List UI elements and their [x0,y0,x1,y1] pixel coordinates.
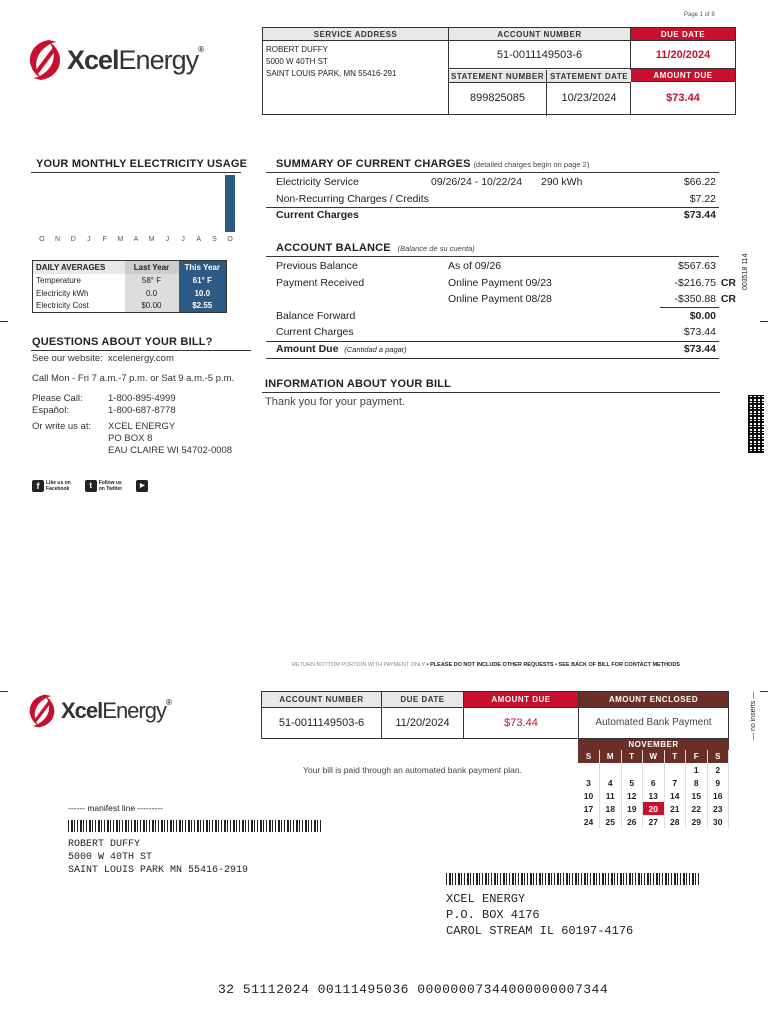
calendar-day: 2 [707,763,729,776]
this-year-header: This Year [179,261,227,274]
website-label: See our website: [32,353,103,364]
autopay-note: Your bill is paid through an automated bank payment plan. [303,765,522,775]
calendar-day: 28 [664,815,686,828]
amount-enclosed: Automated Bank Payment [595,717,712,728]
calendar-week [578,763,729,776]
balance-row [276,324,736,341]
questions-title: QUESTIONS ABOUT YOUR BILL? [32,336,213,348]
calendar-day: 26 [621,815,643,828]
month-label: J [165,236,170,243]
month-label: S [212,236,217,243]
xcel-logo-stub [27,693,171,729]
balance-cell-cr: CR [720,276,736,289]
remit-address: XCEL ENERGY P.O. BOX 4176 CAROL STREAM IL 60197-4176 [446,892,634,938]
statement-date-label: STATEMENT DATE [547,70,631,83]
balance-cell-detail: Online Payment 08/28 [448,293,552,306]
month-label: N [55,236,61,243]
calendar-day [600,763,622,776]
table-row-label: Electricity Cost [36,301,89,311]
amount-due-label: AMOUNT DUE [631,69,735,82]
table-cell: 58° F [125,274,179,287]
account-number-label: ACCOUNT NUMBER [449,28,630,41]
youtube-link[interactable] [136,480,148,492]
summary-row [276,191,716,208]
balance-cell-label: Payment Received [276,276,365,289]
social-links [32,480,148,492]
espanol-phone[interactable]: 1-800-687-8778 [108,405,176,416]
balance-cell-amount: -$350.88 [674,293,716,306]
calendar-day: 15 [686,789,708,802]
amount-due-label: Amount Due [276,343,339,355]
calendar-day: 4 [600,776,622,789]
usage-months [31,236,241,246]
weekday-label: M [600,750,622,763]
balance-cell-amount: $567.63 [678,260,716,273]
summary-row [276,174,716,191]
stub-amount-due-label: AMOUNT DUE [464,692,578,708]
balance-row [276,275,736,292]
balance-forward-rule [660,307,719,308]
balance-subtitle: (Balance de su cuenta) [397,244,475,253]
customer-barcode [68,820,321,832]
calendar-day: 12 [621,789,643,802]
balance-row [276,258,736,275]
calendar-day [621,763,643,776]
month-label: A [196,236,202,243]
youtube-icon: ▶ [136,480,148,492]
balance-cell-amount: -$216.75 [674,276,716,289]
calendar-day: 20 [643,802,665,815]
calendar-day: 23 [707,802,729,815]
weekday-label: S [707,750,729,763]
remit-barcode [446,873,700,885]
summary-row [276,207,716,224]
weekday-label: S [578,750,600,763]
calendar-week [578,789,729,802]
no-inserts: — no inserts — [750,691,757,740]
table-cell: 61° F [179,274,227,287]
balance-cell-detail [448,308,608,325]
balance-cell-detail [448,324,608,341]
calendar-day [643,763,665,776]
scan-line: 32 51112024 00111495036 00000007344000000007344 [218,982,609,997]
calendar-day: 27 [643,815,665,828]
calendar-day: 5 [621,776,643,789]
summary-cell-period [431,207,541,224]
stub-due-date: 11/20/2024 [395,717,450,729]
summary-heading [276,158,589,170]
account-number: 51-0011149503-6 [449,41,630,69]
twitter-icon: t [85,480,97,492]
calendar [578,739,729,828]
calendar-day: 16 [707,789,729,802]
statement-number-label: STATEMENT NUMBER [450,72,545,81]
usage-bar [225,175,235,232]
calendar-day: 14 [664,789,686,802]
month-label: O [39,236,45,243]
facebook-icon: f [32,480,44,492]
balance-row [276,308,736,325]
calendar-day: 22 [686,802,708,815]
table-cell: 10.0 [179,287,227,300]
account-header-box [262,27,736,115]
month-label: D [70,236,76,243]
weekday-label: W [643,750,665,763]
calendar-day: 17 [578,802,600,815]
calendar-day: 10 [578,789,600,802]
return-note: RETURN BOTTOM PORTION WITH PAYMENT ONLY • PLEASE DO NOT INCLUDE OTHER REQUESTS • SEE BACK OF BILL FOR CONTACT METHODS [292,662,680,668]
calendar-week [578,776,729,789]
balance-title: ACCOUNT BALANCE [276,242,391,254]
balance-rule [266,256,719,257]
table-cell: 0.0 [125,287,179,300]
statement-date: 10/23/2024 [561,92,617,104]
month-label: M [117,236,124,243]
summary-cell-usage [541,207,601,224]
balance-cell-cr [716,324,736,341]
fold-mark [760,691,768,692]
questions-block [32,353,234,457]
phone-number[interactable]: 1-800-895-4999 [108,393,176,404]
balance-heading [276,242,475,254]
summary-cell-period [431,191,541,208]
customer-address: ROBERT DUFFY 5000 W 40TH ST SAINT LOUIS PARK MN 55416-2919 [68,839,249,876]
amount-due: $73.44 [666,92,700,104]
please-call-label: Please Call: [32,393,83,404]
calendar-day: 24 [578,815,600,828]
fold-mark [760,321,768,322]
summary-cell-amount: $66.22 [683,176,716,189]
daily-avg-header: DAILY AVERAGES [33,261,125,274]
twitter-link[interactable]: t Follow us on Twitter [85,480,123,492]
amount-due-bottom-rule [266,358,719,359]
stub-due-label: DUE DATE [382,692,463,708]
calendar-day [664,763,686,776]
summary-cell-period: 09/26/24 - 10/22/24 [431,176,523,189]
balance-cell-label [276,291,448,308]
stub-account-number: 51-0011149503-6 [278,717,365,729]
balance-cell-cr: CR [720,293,736,306]
calendar-day: 9 [707,776,729,789]
calendar-day: 11 [600,789,622,802]
month-label: M [148,236,155,243]
calendar-day: 19 [621,802,643,815]
side-code: 003518 114 [742,253,749,290]
table-row-label: Temperature [36,275,81,285]
mailing-address: XCEL ENERGY PO BOX 8 EAU CLAIRE WI 54702-0008 [108,421,233,456]
summary-cell-amount: $73.44 [683,209,716,222]
month-label: J [181,236,185,243]
calendar-weekdays [578,750,729,763]
usage-title: YOUR MONTHLY ELECTRICITY USAGE [36,158,248,170]
amount-enclosed-label: AMOUNT ENCLOSED [579,692,728,708]
xcel-wordmark: XcelEnergy® [67,44,204,75]
calendar-day: 18 [600,802,622,815]
info-text: Thank you for your payment. [265,396,406,408]
qr-code [748,395,764,453]
summary-title: SUMMARY OF CURRENT CHARGES [276,158,471,170]
calendar-day: 29 [686,815,708,828]
fold-mark [0,321,8,322]
balance-row [276,291,736,308]
calendar-day: 21 [664,802,686,815]
espanol-label: Español: [32,405,69,416]
xcel-wordmark: XcelEnergy® [61,698,171,723]
amount-due-row [276,343,716,355]
calendar-day: 1 [686,763,708,776]
daily-averages-table [32,260,227,313]
summary-cell-label: Non-Recurring Charges / Credits [276,192,429,205]
calendar-day: 6 [643,776,665,789]
calendar-month: NOVEMBER [578,739,729,750]
calendar-day: 13 [643,789,665,802]
calendar-day: 25 [600,815,622,828]
month-label: A [133,236,139,243]
weekday-label: F [686,750,708,763]
summary-cell-usage [541,191,601,208]
xcel-swirl-icon [27,693,57,729]
call-hours: Call Mon - Fri 7 a.m.-7 p.m. or Sat 9 a.m.-5 p.m. [32,373,235,384]
summary-cell-label: Current Charges [276,209,359,222]
stub-account-label: ACCOUNT NUMBER [262,692,381,708]
usage-chart [31,174,241,232]
stub-amount-due: $73.44 [504,717,538,729]
xcel-swirl-icon [27,38,63,82]
summary-cell-usage: 290 kWh [541,176,583,189]
info-title: INFORMATION ABOUT YOUR BILL [265,378,452,390]
stub-box [261,691,729,739]
balance-cell-detail: As of 09/26 [448,260,502,273]
write-label: Or write us at: [32,421,92,432]
amount-due-value: $73.44 [683,343,716,355]
fold-mark [0,691,8,692]
summary-rule [266,172,719,173]
usage-rule [31,172,241,173]
month-label: J [87,236,91,243]
balance-cell-label: Balance Forward [276,309,356,322]
calendar-day: 30 [707,815,729,828]
month-label: F [102,236,107,243]
info-rule [262,392,720,393]
statement-number: 899825085 [469,92,526,104]
xcel-logo [27,38,203,82]
summary-note: (detailed charges begin on page 2) [473,160,590,169]
table-cell: $0.00 [125,300,179,313]
calendar-grid [578,750,729,828]
due-date: 11/20/2024 [631,41,735,69]
amount-due-subtitle: (Cantidad a pagar) [344,345,407,354]
balance-cell-label: Current Charges [276,326,354,339]
weekday-label: T [621,750,643,763]
summary-cell-amount: $7.22 [689,192,716,205]
service-address: ROBERT DUFFY 5000 W 40TH ST SAINT LOUIS PARK, MN 55416-291 [266,45,397,78]
summary-total-rule [266,207,719,208]
calendar-day [578,763,600,776]
manifest-line: ------ manifest line --------- [68,803,163,813]
calendar-week [578,815,729,828]
calendar-day: 3 [578,776,600,789]
balance-cell-detail: Online Payment 09/23 [448,276,552,289]
summary-table [276,174,716,224]
website-link[interactable]: xcelenergy.com [108,353,174,364]
due-date-label: DUE DATE [631,28,735,41]
page-number: Page 1 of 8 [684,12,715,18]
service-address-label: SERVICE ADDRESS [263,28,448,41]
calendar-week [578,802,729,815]
table-cell: $2.55 [179,300,227,313]
balance-cell-label: Previous Balance [276,260,358,273]
calendar-day: 7 [664,776,686,789]
amount-due-rule [266,341,719,342]
table-row-label: Electricity kWh [36,288,89,298]
facebook-link[interactable]: f Like us on Facebook [32,480,71,492]
balance-cell-amount: $0.00 [689,309,716,322]
balance-cell-amount: $73.44 [683,326,716,339]
summary-cell-label: Electricity Service [276,176,359,189]
month-label: O [227,236,233,243]
balance-table [276,258,736,341]
weekday-label: T [664,750,686,763]
balance-cell-cr [716,258,736,275]
calendar-day: 8 [686,776,708,789]
balance-cell-cr [716,308,736,325]
last-year-header: Last Year [125,261,179,274]
questions-rule [31,350,251,351]
